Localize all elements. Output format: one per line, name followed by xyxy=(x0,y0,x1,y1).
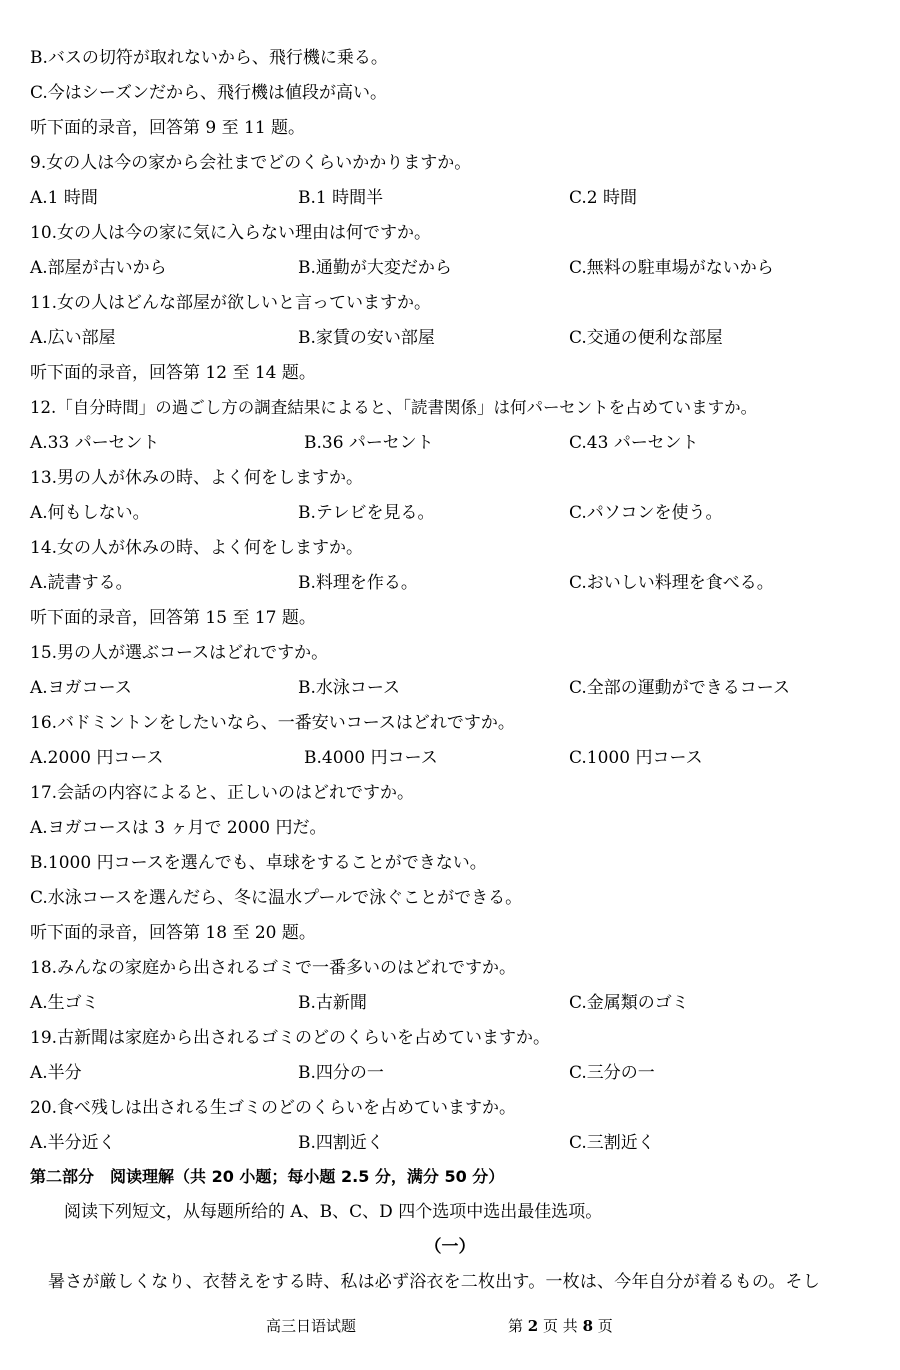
question-17: 17.会話の内容によると、正しいのはどれですか。 xyxy=(30,783,415,803)
q9-option-c: C.2 時間 xyxy=(569,188,638,208)
q16-option-b: B.4000 円コース xyxy=(304,748,438,768)
q8-option-c: C.今はシーズンだから、飛行機は値段が高い。 xyxy=(30,83,387,103)
q11-option-a: A.広い部屋 xyxy=(30,328,116,348)
q13-option-c: C.パソコンを使う。 xyxy=(569,503,723,523)
q10-option-a: A.部屋が古いから xyxy=(30,258,167,278)
q20-options xyxy=(30,1128,880,1158)
question-20: 20.食べ残しは出される生ゴミのどのくらいを占めていますか。 xyxy=(30,1098,517,1118)
q11-option-c: C.交通の便利な部屋 xyxy=(569,328,723,348)
q17-option-c: C.水泳コースを選んだら、冬に温水プールで泳ぐことができる。 xyxy=(30,888,523,908)
q9-option-b: B.1 時間半 xyxy=(298,188,384,208)
instruction-12-14: 听下面的录音，回答第 12 至 14 题。 xyxy=(30,363,316,383)
q8-option-b: B.バスの切符が取れないから、飛行機に乗る。 xyxy=(30,48,388,68)
question-19: 19.古新聞は家庭から出されるゴミのどのくらいを占めていますか。 xyxy=(30,1028,551,1048)
q15-option-a: A.ヨガコース xyxy=(30,678,132,698)
q12-options xyxy=(30,428,880,458)
q19-options xyxy=(30,1058,880,1088)
footer-page-suffix: 页 xyxy=(597,1317,613,1335)
footer-page-number: 2 xyxy=(527,1317,539,1335)
q18-option-a: A.生ゴミ xyxy=(30,993,99,1013)
q14-option-b: B.料理を作る。 xyxy=(298,573,418,593)
q20-option-b: B.四割近く xyxy=(298,1133,384,1153)
question-15: 15.男の人が選ぶコースはどれですか。 xyxy=(30,643,329,663)
q9-option-a: A.1 時間 xyxy=(30,188,98,208)
q19-option-a: A.半分 xyxy=(30,1063,82,1083)
q18-options xyxy=(30,988,880,1018)
q15-options xyxy=(30,673,880,703)
question-18: 18.みんなの家庭から出されるゴミで一番多いのはどれですか。 xyxy=(30,958,517,978)
q12-option-b: B.36 パーセント xyxy=(304,433,434,453)
q9-options xyxy=(30,183,880,213)
q11-options xyxy=(30,323,880,353)
q17-option-a: A.ヨガコースは 3 ヶ月で 2000 円だ。 xyxy=(30,818,327,838)
footer-page-total: 8 xyxy=(582,1317,594,1335)
q18-option-b: B.古新聞 xyxy=(298,993,367,1013)
q15-option-c: C.全部の運動ができるコース xyxy=(569,678,790,698)
question-13: 13.男の人が休みの時、よく何をしますか。 xyxy=(30,468,364,488)
footer-page-prefix: 第 xyxy=(508,1317,524,1335)
q16-option-c: C.1000 円コース xyxy=(569,748,703,768)
q20-option-c: C.三割近く xyxy=(569,1133,655,1153)
part2-title: 第二部分 阅读理解（共 20 小题；每小题 2.5 分，满分 50 分） xyxy=(30,1167,505,1186)
question-12: 12.「自分時間」の過ごし方の調査結果によると、「読書関係」は何パーセントを占めていますか。 xyxy=(30,398,758,417)
footer-page-mid: 页 共 xyxy=(543,1317,578,1335)
q14-option-a: A.読書する。 xyxy=(30,573,133,593)
instruction-18-20: 听下面的录音，回答第 18 至 20 题。 xyxy=(30,923,316,943)
footer-subject: 高三日语试题 xyxy=(266,1317,357,1335)
q17-option-b: B.1000 円コースを選んでも、卓球をすることができない。 xyxy=(30,853,487,873)
footer-page-info xyxy=(508,1314,613,1338)
q14-options xyxy=(30,568,880,598)
passage1-text: 暑さが厳しくなり、衣替えをする時、私は必ず浴衣を二枚出す。一枚は、今年自分が着るもの。そし xyxy=(48,1272,820,1292)
q15-option-b: B.水泳コース xyxy=(298,678,401,698)
q19-option-c: C.三分の一 xyxy=(569,1063,655,1083)
question-16: 16.バドミントンをしたいなら、一番安いコースはどれですか。 xyxy=(30,713,515,733)
q13-option-a: A.何もしない。 xyxy=(30,503,150,523)
question-10: 10.女の人は今の家に気に入らない理由は何ですか。 xyxy=(30,223,432,243)
q10-option-c: C.無料の駐車場がないから xyxy=(569,258,774,278)
instruction-15-17: 听下面的录音，回答第 15 至 17 题。 xyxy=(30,608,316,628)
instruction-9-11: 听下面的录音，回答第 9 至 11 题。 xyxy=(30,118,306,138)
q16-option-a: A.2000 円コース xyxy=(30,748,164,768)
question-9: 9.女の人は今の家から会社までどのくらいかかりますか。 xyxy=(30,153,472,173)
q10-option-b: B.通勤が大変だから xyxy=(298,258,452,278)
q12-option-a: A.33 パーセント xyxy=(30,433,160,453)
q20-option-a: A.半分近く xyxy=(30,1133,116,1153)
q11-option-b: B.家賃の安い部屋 xyxy=(298,328,435,348)
question-11: 11.女の人はどんな部屋が欲しいと言っていますか。 xyxy=(30,293,432,313)
part2-instruction: 阅读下列短文，从每题所给的 A、B、C、D 四个选项中选出最佳选项。 xyxy=(64,1202,603,1222)
passage1-label: （一） xyxy=(424,1237,476,1257)
q13-options xyxy=(30,498,880,528)
q12-option-c: C.43 パーセント xyxy=(569,433,699,453)
q19-option-b: B.四分の一 xyxy=(298,1063,384,1083)
q10-options xyxy=(30,253,880,283)
q13-option-b: B.テレビを見る。 xyxy=(298,503,435,523)
q18-option-c: C.金属類のゴミ xyxy=(569,993,689,1013)
q14-option-c: C.おいしい料理を食べる。 xyxy=(569,573,774,593)
question-14: 14.女の人が休みの時、よく何をしますか。 xyxy=(30,538,364,558)
q16-options xyxy=(30,743,880,773)
